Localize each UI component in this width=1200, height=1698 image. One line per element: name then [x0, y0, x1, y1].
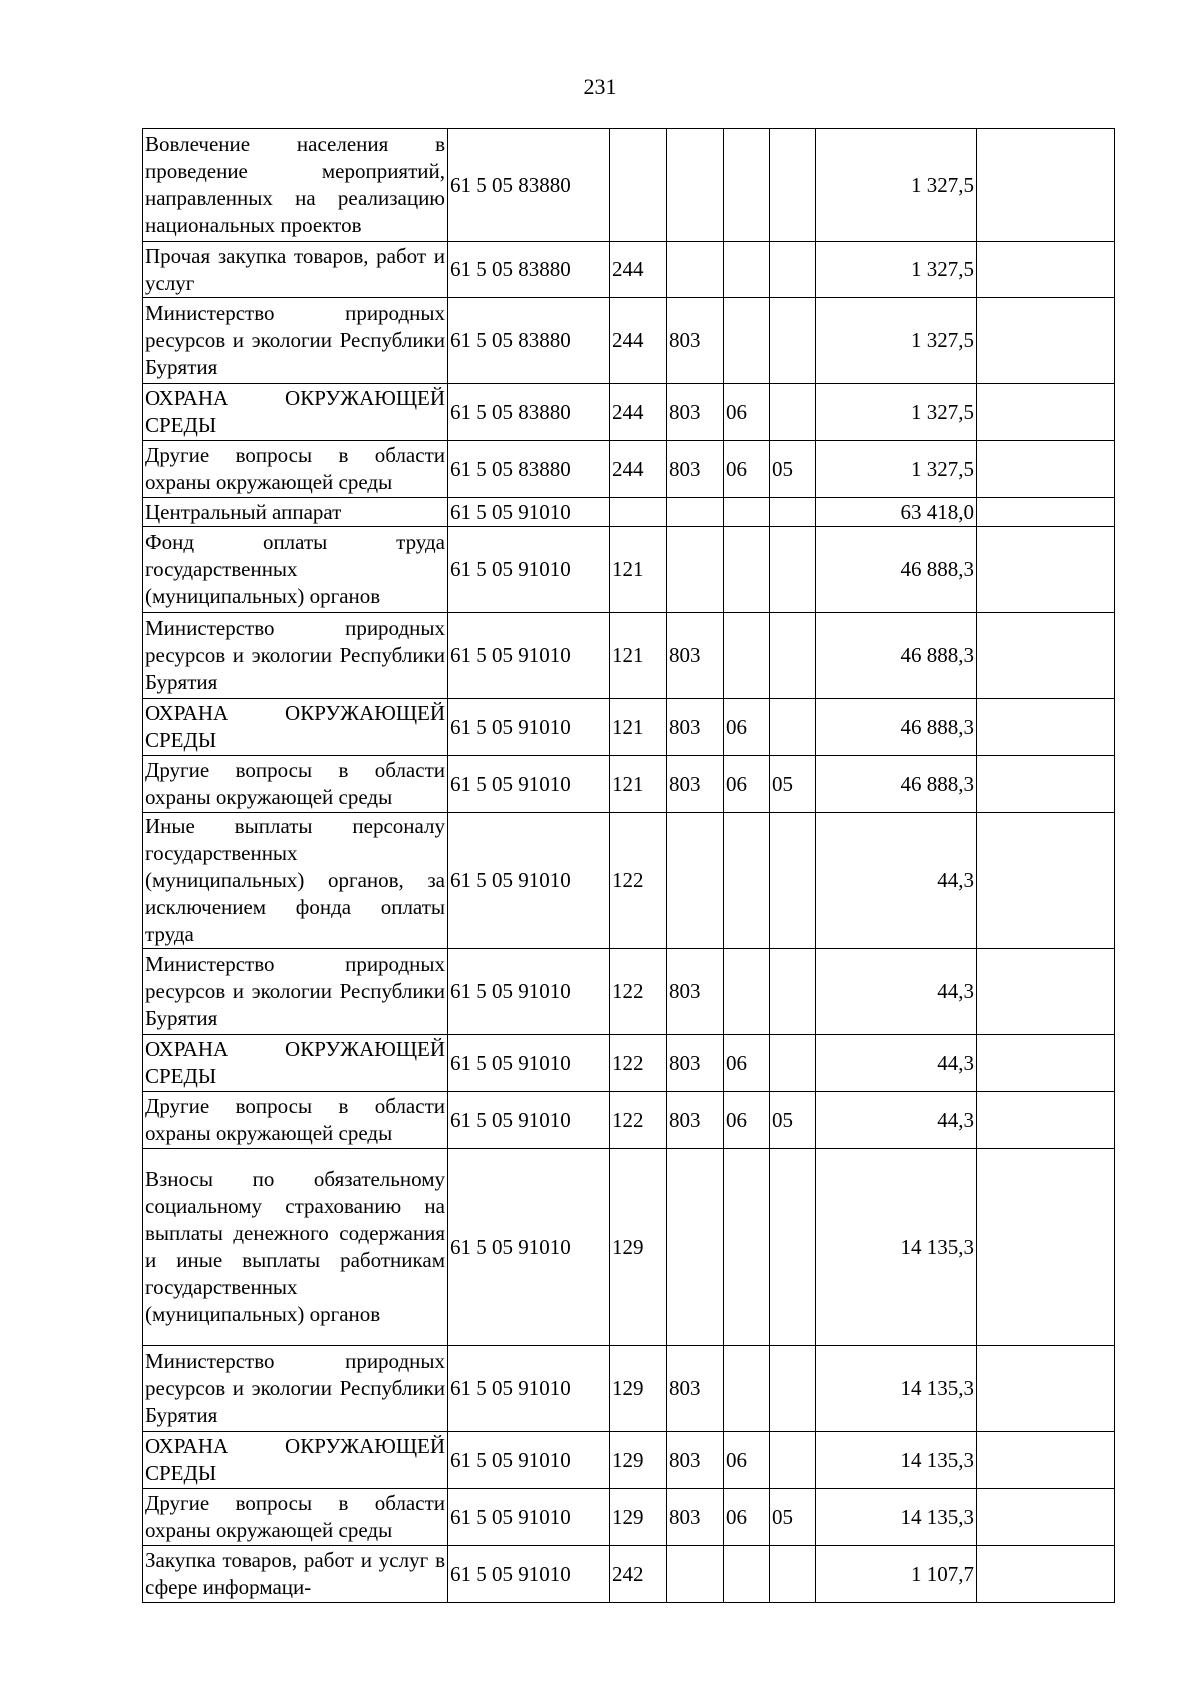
- row-pr: [770, 242, 816, 298]
- row-extra: [977, 613, 1115, 699]
- row-rz: 06: [724, 441, 770, 498]
- table-row: [143, 441, 1115, 498]
- row-name: Министерство природных ресурсов и экологии Республики Бурятия: [143, 613, 448, 699]
- row-amount: 14 135,3: [816, 1149, 977, 1346]
- row-extra: [977, 813, 1115, 949]
- row-extra: [977, 1149, 1115, 1346]
- row-pr: [770, 298, 816, 384]
- row-code: 61 5 05 91010: [448, 1035, 610, 1092]
- row-vr: 129: [610, 1346, 667, 1432]
- row-vr: 129: [610, 1489, 667, 1546]
- row-pr: [770, 384, 816, 441]
- row-amount: 14 135,3: [816, 1489, 977, 1546]
- row-rz: [724, 1546, 770, 1603]
- row-name: ОХРАНА ОКРУЖАЮЩЕЙ СРЕДЫ: [143, 1432, 448, 1489]
- row-extra: [977, 1346, 1115, 1432]
- row-pr: [770, 129, 816, 242]
- row-pr: [770, 1035, 816, 1092]
- row-vr: 121: [610, 699, 667, 756]
- row-extra: [977, 1546, 1115, 1603]
- row-name: Фонд оплаты труда государственных (муниципальных) органов: [143, 527, 448, 613]
- row-vr: 244: [610, 384, 667, 441]
- row-ved: 803: [667, 699, 724, 756]
- row-code: 61 5 05 91010: [448, 527, 610, 613]
- row-amount: 1 327,5: [816, 242, 977, 298]
- table-row: [143, 613, 1115, 699]
- budget-table: [142, 128, 1115, 1603]
- row-pr: 05: [770, 756, 816, 813]
- row-rz: 06: [724, 1092, 770, 1149]
- row-code: 61 5 05 91010: [448, 949, 610, 1035]
- table-row: [143, 949, 1115, 1035]
- row-pr: 05: [770, 441, 816, 498]
- row-rz: [724, 242, 770, 298]
- row-name: Другие вопросы в области охраны окружающей среды: [143, 1489, 448, 1546]
- row-amount: 1 327,5: [816, 384, 977, 441]
- row-pr: [770, 527, 816, 613]
- row-amount: 1 327,5: [816, 441, 977, 498]
- row-rz: [724, 527, 770, 613]
- row-name: ОХРАНА ОКРУЖАЮЩЕЙ СРЕДЫ: [143, 699, 448, 756]
- row-name: Министерство природных ресурсов и экологии Республики Бурятия: [143, 949, 448, 1035]
- row-extra: [977, 949, 1115, 1035]
- row-ved: [667, 1149, 724, 1346]
- row-ved: [667, 498, 724, 527]
- row-extra: [977, 1035, 1115, 1092]
- row-rz: [724, 1346, 770, 1432]
- row-rz: [724, 129, 770, 242]
- row-vr: 122: [610, 1092, 667, 1149]
- row-code: 61 5 05 91010: [448, 1346, 610, 1432]
- row-name: Взносы по обязательному социальному страхованию на выплаты денежного содержания и иные выплаты работникам государственных (муниципальных) органов: [143, 1149, 448, 1346]
- row-amount: 44,3: [816, 813, 977, 949]
- row-ved: [667, 129, 724, 242]
- row-ved: 803: [667, 298, 724, 384]
- row-rz: [724, 1149, 770, 1346]
- row-rz: [724, 498, 770, 527]
- row-vr: 242: [610, 1546, 667, 1603]
- row-amount: 1 327,5: [816, 129, 977, 242]
- table-row: [143, 699, 1115, 756]
- row-code: 61 5 05 91010: [448, 756, 610, 813]
- row-vr: 121: [610, 756, 667, 813]
- row-extra: [977, 527, 1115, 613]
- table-row: [143, 129, 1115, 242]
- row-ved: 803: [667, 1092, 724, 1149]
- row-name: Другие вопросы в области охраны окружающей среды: [143, 441, 448, 498]
- row-ved: 803: [667, 1489, 724, 1546]
- row-extra: [977, 384, 1115, 441]
- row-pr: [770, 613, 816, 699]
- row-vr: 244: [610, 298, 667, 384]
- row-amount: 14 135,3: [816, 1432, 977, 1489]
- row-code: 61 5 05 83880: [448, 129, 610, 242]
- row-rz: 06: [724, 1432, 770, 1489]
- table-row: [143, 1346, 1115, 1432]
- row-vr: 121: [610, 527, 667, 613]
- row-ved: [667, 527, 724, 613]
- row-extra: [977, 498, 1115, 527]
- row-amount: 44,3: [816, 1092, 977, 1149]
- row-code: 61 5 05 91010: [448, 498, 610, 527]
- row-amount: 46 888,3: [816, 756, 977, 813]
- row-extra: [977, 242, 1115, 298]
- row-vr: 122: [610, 1035, 667, 1092]
- row-ved: 803: [667, 441, 724, 498]
- row-name: ОХРАНА ОКРУЖАЮЩЕЙ СРЕДЫ: [143, 384, 448, 441]
- row-rz: [724, 298, 770, 384]
- row-pr: 05: [770, 1489, 816, 1546]
- table-row: [143, 1035, 1115, 1092]
- row-extra: [977, 441, 1115, 498]
- table-row: [143, 813, 1115, 949]
- row-name: Министерство природных ресурсов и экологии Республики Бурятия: [143, 1346, 448, 1432]
- row-ved: 803: [667, 384, 724, 441]
- row-ved: 803: [667, 613, 724, 699]
- row-extra: [977, 1489, 1115, 1546]
- table-row: [143, 527, 1115, 613]
- page-number: 231: [583, 74, 617, 99]
- row-amount: 46 888,3: [816, 527, 977, 613]
- row-code: 61 5 05 91010: [448, 1149, 610, 1346]
- row-code: 61 5 05 91010: [448, 813, 610, 949]
- row-code: 61 5 05 91010: [448, 1489, 610, 1546]
- row-name: Иные выплаты персоналу государственных (муниципальных) органов, за исключением фонда оплаты труда: [143, 813, 448, 949]
- row-pr: [770, 1149, 816, 1346]
- row-vr: 244: [610, 242, 667, 298]
- row-name: Закупка товаров, работ и услуг в сфере информаци-: [143, 1546, 448, 1603]
- table-row: [143, 498, 1115, 527]
- table-row: [143, 1149, 1115, 1346]
- row-vr: 129: [610, 1149, 667, 1346]
- row-code: 61 5 05 91010: [448, 1092, 610, 1149]
- row-rz: 06: [724, 1489, 770, 1546]
- row-extra: [977, 756, 1115, 813]
- row-vr: 122: [610, 949, 667, 1035]
- row-ved: [667, 813, 724, 949]
- row-vr: 121: [610, 613, 667, 699]
- row-name: Вовлечение населения в проведение мероприятий, направленных на реализацию национальных проектов: [143, 129, 448, 242]
- row-rz: 06: [724, 756, 770, 813]
- row-name: Министерство природных ресурсов и экологии Республики Бурятия: [143, 298, 448, 384]
- row-amount: 1 107,7: [816, 1546, 977, 1603]
- row-amount: 14 135,3: [816, 1346, 977, 1432]
- row-ved: 803: [667, 756, 724, 813]
- row-amount: 46 888,3: [816, 699, 977, 756]
- row-code: 61 5 05 91010: [448, 1432, 610, 1489]
- row-code: 61 5 05 83880: [448, 384, 610, 441]
- row-ved: [667, 1546, 724, 1603]
- row-ved: 803: [667, 1346, 724, 1432]
- row-pr: 05: [770, 1092, 816, 1149]
- row-amount: 44,3: [816, 1035, 977, 1092]
- row-code: 61 5 05 91010: [448, 613, 610, 699]
- table-row: [143, 1092, 1115, 1149]
- table-row: [143, 384, 1115, 441]
- row-rz: [724, 613, 770, 699]
- row-rz: 06: [724, 699, 770, 756]
- row-rz: [724, 949, 770, 1035]
- row-name: Другие вопросы в области охраны окружающей среды: [143, 1092, 448, 1149]
- row-pr: [770, 813, 816, 949]
- table-row: [143, 1546, 1115, 1603]
- row-extra: [977, 129, 1115, 242]
- row-pr: [770, 1546, 816, 1603]
- row-pr: [770, 949, 816, 1035]
- row-ved: 803: [667, 949, 724, 1035]
- row-extra: [977, 298, 1115, 384]
- row-code: 61 5 05 91010: [448, 699, 610, 756]
- row-code: 61 5 05 83880: [448, 298, 610, 384]
- row-pr: [770, 498, 816, 527]
- row-rz: 06: [724, 1035, 770, 1092]
- row-code: 61 5 05 91010: [448, 1546, 610, 1603]
- row-vr: 244: [610, 441, 667, 498]
- row-name: Прочая закупка товаров, работ и услуг: [143, 242, 448, 298]
- row-amount: 44,3: [816, 949, 977, 1035]
- row-ved: 803: [667, 1035, 724, 1092]
- row-extra: [977, 699, 1115, 756]
- row-name: Центральный аппарат: [143, 498, 448, 527]
- table-row: [143, 298, 1115, 384]
- row-pr: [770, 699, 816, 756]
- table-row: [143, 1432, 1115, 1489]
- row-pr: [770, 1346, 816, 1432]
- row-name: Другие вопросы в области охраны окружающей среды: [143, 756, 448, 813]
- row-ved: 803: [667, 1432, 724, 1489]
- row-rz: [724, 813, 770, 949]
- table-row: [143, 1489, 1115, 1546]
- row-vr: [610, 498, 667, 527]
- row-vr: 122: [610, 813, 667, 949]
- row-extra: [977, 1092, 1115, 1149]
- table-row: [143, 756, 1115, 813]
- row-vr: [610, 129, 667, 242]
- table-row: [143, 242, 1115, 298]
- row-rz: 06: [724, 384, 770, 441]
- row-name: ОХРАНА ОКРУЖАЮЩЕЙ СРЕДЫ: [143, 1035, 448, 1092]
- row-amount: 46 888,3: [816, 613, 977, 699]
- row-vr: 129: [610, 1432, 667, 1489]
- row-pr: [770, 1432, 816, 1489]
- row-ved: [667, 242, 724, 298]
- row-code: 61 5 05 83880: [448, 242, 610, 298]
- row-amount: 1 327,5: [816, 298, 977, 384]
- row-amount: 63 418,0: [816, 498, 977, 527]
- row-extra: [977, 1432, 1115, 1489]
- row-code: 61 5 05 83880: [448, 441, 610, 498]
